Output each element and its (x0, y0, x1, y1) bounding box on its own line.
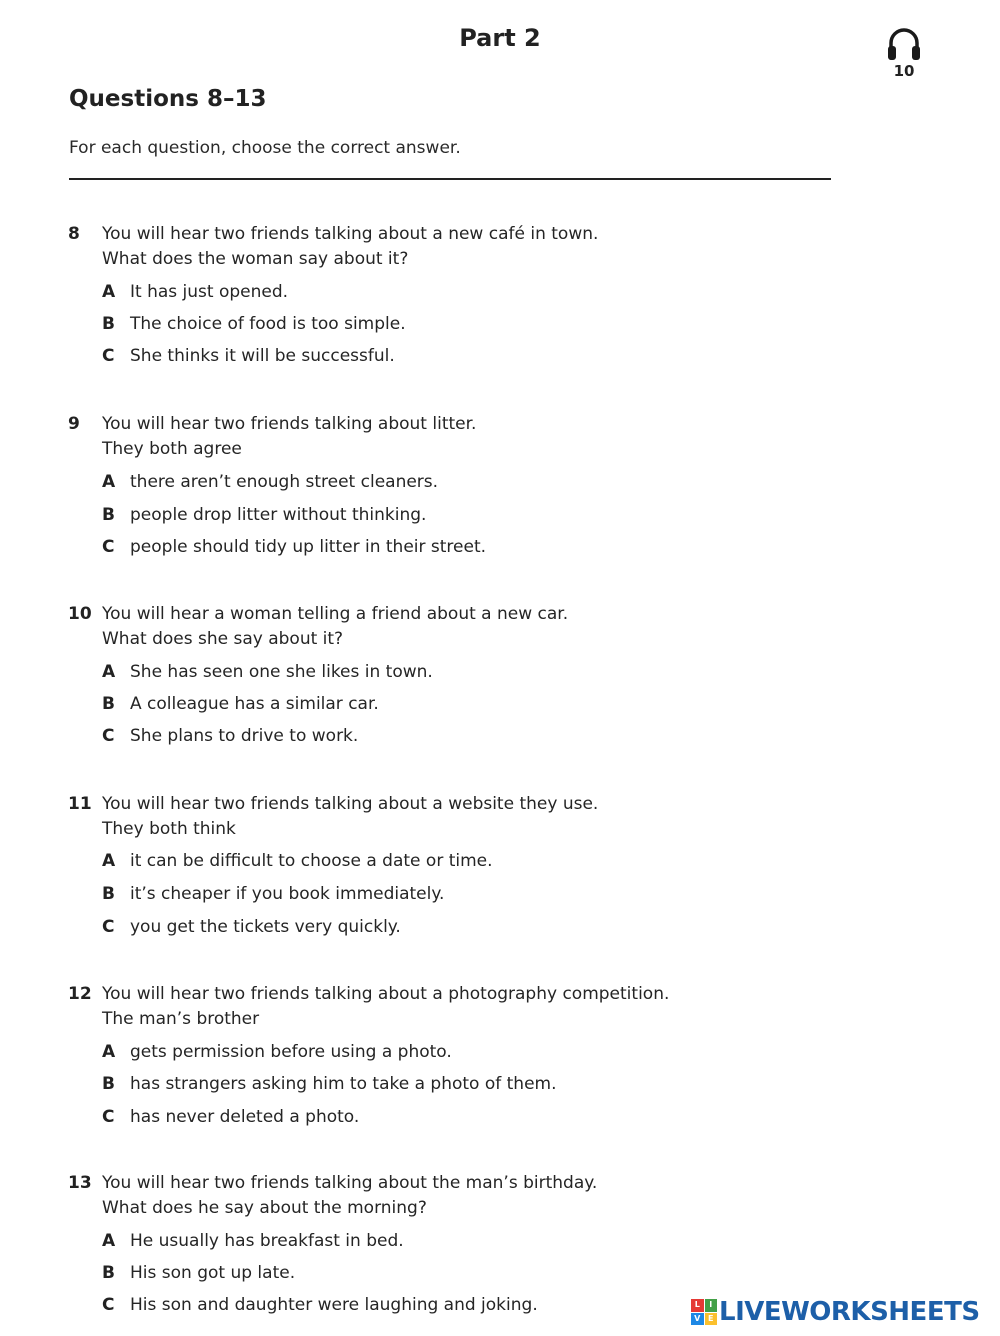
option-letter: B (102, 694, 115, 714)
question-prompt: They both think (102, 819, 236, 839)
option-b[interactable] (102, 694, 379, 714)
option-c[interactable] (102, 537, 486, 557)
question-number: 12 (68, 984, 92, 1004)
divider (69, 178, 831, 180)
option-text: there aren’t enough street cleaners. (130, 472, 439, 492)
option-b[interactable] (102, 314, 406, 334)
option-letter: C (102, 726, 115, 746)
option-text: people should tidy up litter in their street. (130, 537, 487, 557)
questions-heading: Questions 8–13 (69, 86, 267, 112)
option-letter: B (102, 314, 115, 334)
option-letter: B (102, 505, 115, 525)
question-number: 8 (68, 224, 80, 244)
option-text: It has just opened. (130, 282, 289, 302)
option-a[interactable] (102, 1231, 404, 1251)
option-text: He usually has breakfast in bed. (130, 1231, 404, 1251)
option-text: She thinks it will be successful. (130, 346, 395, 366)
option-letter: A (102, 1042, 116, 1062)
option-text: His son and daughter were laughing and joking. (130, 1295, 538, 1315)
option-letter: C (102, 537, 115, 557)
question-number: 11 (68, 794, 92, 814)
option-c[interactable] (102, 1295, 538, 1315)
option-text: you get the tickets very quickly. (130, 917, 401, 937)
question-prompt: They both agree (102, 439, 242, 459)
option-b[interactable] (102, 1074, 557, 1094)
question-context: You will hear two friends talking about litter. (102, 414, 477, 434)
option-letter: C (102, 917, 115, 937)
option-b[interactable] (102, 884, 444, 904)
option-letter: A (102, 282, 116, 302)
question-number: 9 (68, 414, 80, 434)
option-letter: A (102, 472, 116, 492)
option-text: people drop litter without thinking. (130, 505, 427, 525)
option-text: has never deleted a photo. (130, 1107, 360, 1127)
option-text: She plans to drive to work. (130, 726, 359, 746)
question-context: You will hear two friends talking about the man’s birthday. (102, 1173, 598, 1193)
question-prompt: The man’s brother (102, 1009, 260, 1029)
liveworksheets-watermark[interactable] (691, 1296, 980, 1328)
option-letter: A (102, 1231, 116, 1251)
question-context: You will hear two friends talking about a website they use. (102, 794, 599, 814)
option-a[interactable] (102, 662, 433, 682)
option-text: has strangers asking him to take a photo of them. (130, 1074, 557, 1094)
option-c[interactable] (102, 1107, 359, 1127)
option-a[interactable] (102, 282, 288, 302)
option-letter: B (102, 1263, 115, 1283)
option-letter: B (102, 884, 115, 904)
option-letter: C (102, 346, 115, 366)
option-text: The choice of food is too simple. (130, 314, 406, 334)
question-prompt: What does he say about the morning? (102, 1198, 427, 1218)
option-a[interactable] (102, 851, 493, 871)
option-letter: A (102, 662, 116, 682)
question-number: 10 (68, 604, 92, 624)
headphones-icon[interactable] (884, 24, 924, 64)
option-b[interactable] (102, 1263, 295, 1283)
option-letter: B (102, 1074, 115, 1094)
option-a[interactable] (102, 1042, 452, 1062)
logo-letter: L (691, 1299, 704, 1312)
option-text: gets permission before using a photo. (130, 1042, 452, 1062)
track-number: 10 (893, 62, 915, 80)
question-context: You will hear a woman telling a friend about a new car. (102, 604, 569, 624)
option-a[interactable] (102, 472, 438, 492)
question-prompt: What does the woman say about it? (102, 249, 409, 269)
audio-track[interactable] (884, 24, 924, 84)
part-title: Part 2 (459, 24, 541, 52)
instruction-text: For each question, choose the correct answer. (69, 138, 461, 158)
option-text: His son got up late. (130, 1263, 296, 1283)
option-letter: A (102, 851, 116, 871)
option-letter: C (102, 1295, 115, 1315)
question-context: You will hear two friends talking about a photography competition. (102, 984, 670, 1004)
option-c[interactable] (102, 346, 395, 366)
option-b[interactable] (102, 505, 426, 525)
option-text: it’s cheaper if you book immediately. (130, 884, 445, 904)
option-c[interactable] (102, 726, 358, 746)
liveworksheets-logo-icon (691, 1299, 717, 1325)
option-c[interactable] (102, 917, 401, 937)
watermark-text: LIVEWORKSHEETS (719, 1297, 980, 1327)
option-letter: C (102, 1107, 115, 1127)
logo-letter: E (705, 1313, 718, 1326)
option-text: it can be difficult to choose a date or time. (130, 851, 493, 871)
question-prompt: What does she say about it? (102, 629, 344, 649)
question-number: 13 (68, 1173, 92, 1193)
question-context: You will hear two friends talking about a new café in town. (102, 224, 599, 244)
option-text: A colleague has a similar car. (130, 694, 379, 714)
option-text: She has seen one she likes in town. (130, 662, 433, 682)
logo-letter: V (691, 1313, 704, 1326)
logo-letter: I (705, 1299, 718, 1312)
